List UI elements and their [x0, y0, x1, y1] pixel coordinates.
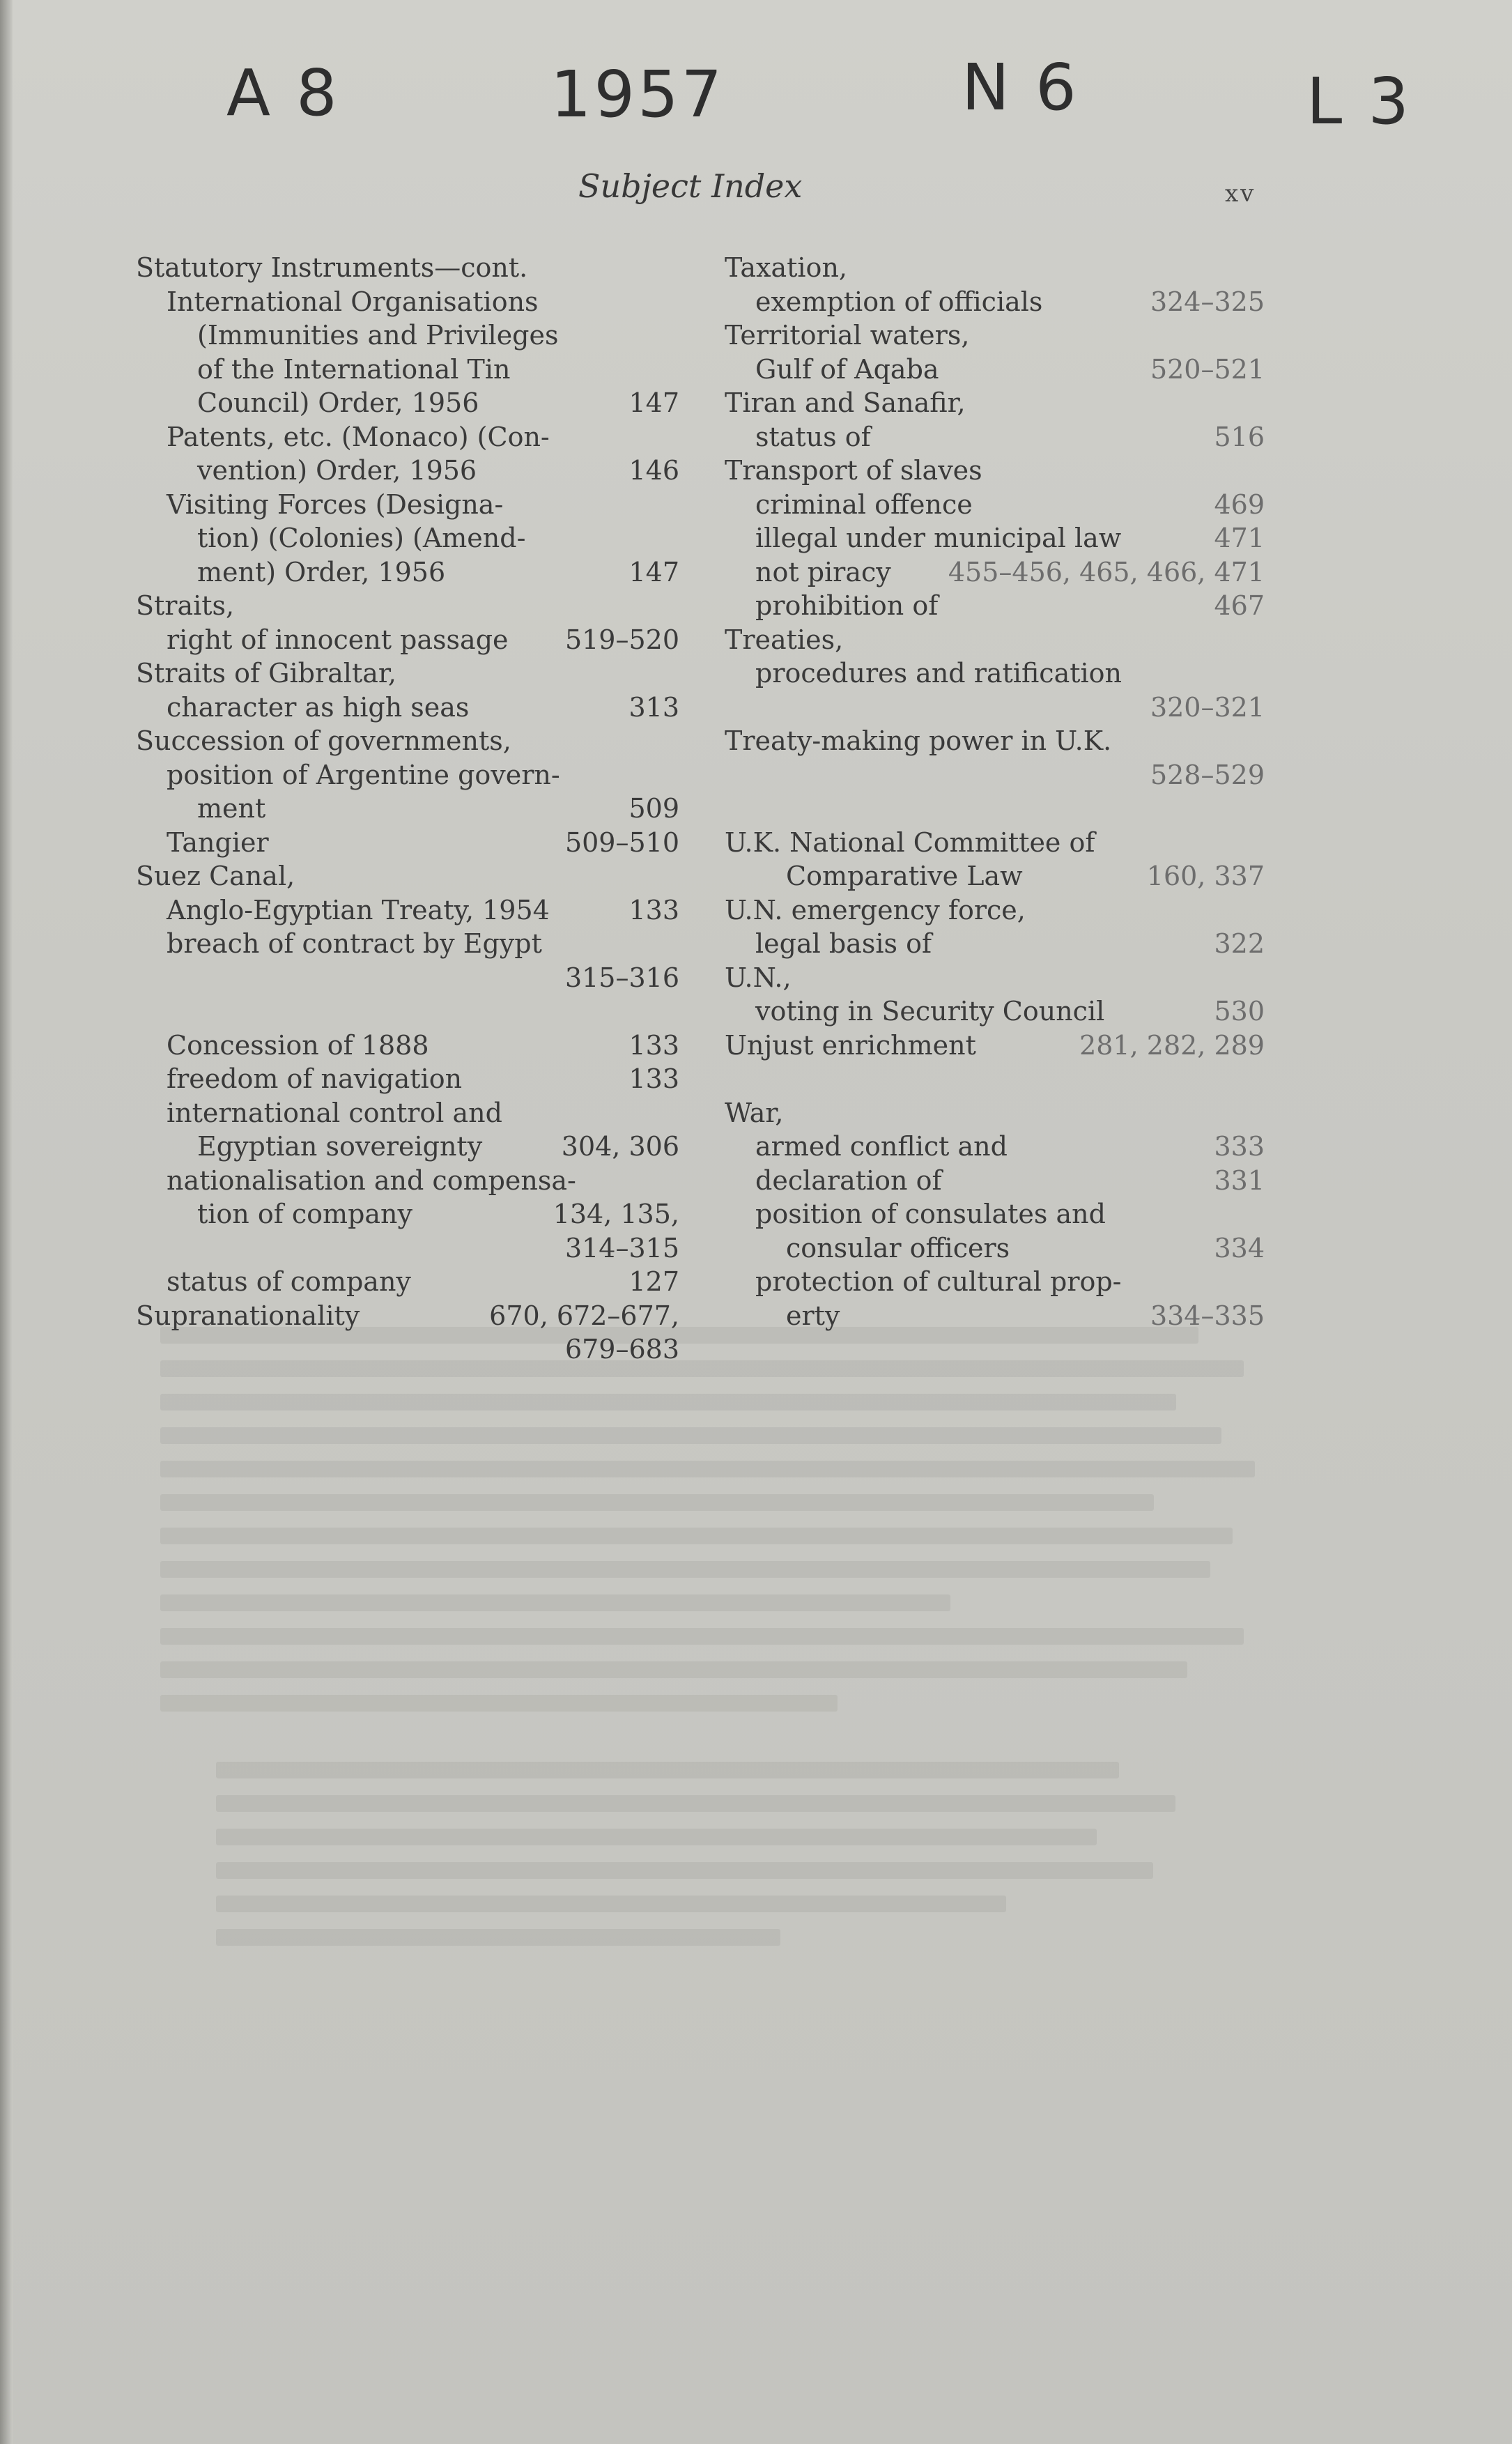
- index-entry: [725, 1265, 1265, 1299]
- index-entry: [136, 285, 679, 319]
- entry-text: Territorial waters,: [725, 320, 970, 351]
- page-ref: 528–529: [1150, 759, 1265, 790]
- index-entry: [725, 758, 1265, 792]
- entry-text: tion) (Colonies) (Amend-: [197, 523, 526, 553]
- index-entry: [725, 318, 1265, 353]
- entry-text: U.N. emergency force,: [725, 894, 1026, 925]
- entry-text: Transport of slaves: [725, 455, 982, 486]
- page-ref: 133: [628, 1063, 679, 1094]
- index-entry: [136, 1130, 679, 1164]
- entry-text: Straits of Gibraltar,: [136, 658, 396, 689]
- entry-text: legal basis of: [755, 928, 932, 959]
- index-entry: [725, 1029, 1265, 1063]
- page-ref: 455–456, 465, 466, 471: [948, 556, 1265, 587]
- page-ref: 331: [1214, 1165, 1265, 1196]
- entry-text: of the International Tin: [197, 353, 511, 385]
- entry-text: tion of company: [197, 1199, 412, 1229]
- page-ref: 324–325: [1150, 286, 1265, 317]
- page-ref: 519–520: [564, 624, 679, 655]
- index-entry: [725, 1197, 1265, 1231]
- page-number: xv: [1225, 180, 1256, 208]
- entry-text: procedures and ratification: [755, 658, 1123, 689]
- entry-text: Taxation,: [725, 252, 847, 283]
- page-ref: 146: [628, 455, 679, 486]
- entry-text: Anglo-Egyptian Treaty, 1954: [167, 894, 550, 925]
- index-entry: [725, 961, 1265, 995]
- index-entry: [136, 589, 679, 623]
- index-entry: [136, 1265, 679, 1299]
- index-entry: [136, 656, 679, 691]
- entry-text: armed conflict and: [755, 1131, 1008, 1162]
- index-entry: [136, 1062, 679, 1096]
- entry-text: status of company: [167, 1266, 411, 1297]
- entry-text: Suez Canal,: [136, 861, 295, 891]
- entry-text: War,: [725, 1097, 784, 1128]
- index-entry: [725, 521, 1265, 555]
- index-entry: [136, 251, 679, 285]
- index-entry: [136, 1096, 679, 1130]
- entry-text: consular officers: [786, 1232, 1010, 1263]
- page-ref: 509: [628, 793, 679, 824]
- index-entry: [136, 488, 679, 522]
- page-ref: 315–316: [564, 962, 679, 993]
- spacer: [725, 1062, 1265, 1096]
- entry-text: freedom of navigation: [167, 1063, 463, 1094]
- entry-text: International Organisations: [167, 286, 539, 317]
- page-ref: 313: [628, 691, 679, 723]
- handwritten-note-4: L 3: [1306, 64, 1412, 139]
- entry-text: not piracy: [755, 556, 891, 587]
- entry-text: erty: [786, 1300, 840, 1331]
- entry-text: ment) Order, 1956: [197, 556, 446, 587]
- page-ref: 469: [1214, 489, 1265, 520]
- page-ref: 147: [628, 387, 679, 418]
- index-entry: [725, 386, 1265, 420]
- index-entry: [725, 353, 1265, 387]
- page-ref: 304, 306: [561, 1131, 679, 1162]
- index-entry: [136, 353, 679, 387]
- index-entry: [725, 859, 1265, 893]
- page-ref: 133: [628, 894, 679, 925]
- page-ref: 127: [628, 1266, 679, 1297]
- entry-text: Unjust enrichment: [725, 1029, 976, 1061]
- page-ref: 314–315: [564, 1232, 679, 1263]
- entry-text: vention) Order, 1956: [197, 455, 477, 486]
- page-ref: 679–683: [564, 1334, 679, 1365]
- index-entry: [725, 826, 1265, 860]
- page-ref: 516: [1214, 421, 1265, 452]
- entry-text: Egyptian sovereignty: [197, 1131, 483, 1162]
- entry-text: right of innocent passage: [167, 624, 509, 655]
- page-ref: 147: [628, 556, 679, 587]
- entry-text: declaration of: [755, 1165, 942, 1196]
- handwritten-note-2: 1957: [550, 57, 725, 132]
- index-entry: [725, 691, 1265, 725]
- index-entry: [136, 893, 679, 928]
- entry-text: Tiran and Sanafir,: [725, 387, 966, 418]
- entry-text: illegal under municipal law: [755, 523, 1122, 553]
- entry-text: Supranationality: [136, 1300, 360, 1331]
- index-entry: [725, 1231, 1265, 1266]
- entry-text: Straits,: [136, 590, 235, 621]
- index-entry: [136, 792, 679, 826]
- page-ref: 509–510: [564, 827, 679, 858]
- entry-text: position of consulates and: [755, 1199, 1106, 1229]
- spacer: [725, 792, 1265, 826]
- index-entry: [725, 994, 1265, 1029]
- index-entry: [725, 724, 1265, 758]
- index-entry: [136, 927, 679, 961]
- entry-text: Gulf of Aqaba: [755, 353, 939, 385]
- page-ref: 320–321: [1150, 691, 1265, 723]
- entry-text: prohibition of: [755, 590, 939, 621]
- index-entry: [136, 961, 679, 995]
- index-column-left: [136, 251, 679, 1367]
- entry-text: character as high seas: [167, 691, 470, 723]
- index-entry: [136, 555, 679, 590]
- entry-text: status of: [755, 421, 871, 452]
- index-entry: [725, 488, 1265, 522]
- entry-text: Comparative Law: [786, 861, 1023, 891]
- entry-text: Succession of governments,: [136, 725, 511, 756]
- index-entry: [725, 251, 1265, 285]
- page-ref: 520–521: [1150, 353, 1265, 385]
- page-edge-shadow: [0, 0, 13, 2444]
- index-entry: [136, 420, 679, 454]
- entry-text: nationalisation and compensa-: [167, 1165, 576, 1196]
- index-entry: [136, 1231, 679, 1266]
- entry-text: U.N.,: [725, 962, 792, 993]
- entry-text: breach of contract by Egypt: [167, 928, 542, 959]
- page-ref: 333: [1214, 1131, 1265, 1162]
- index-entry: [725, 555, 1265, 590]
- page-ref: 322: [1214, 928, 1265, 959]
- entry-text: U.K. National Committee of: [725, 827, 1095, 858]
- page-ref: 160, 337: [1146, 861, 1265, 891]
- entry-text: Visiting Forces (Designa-: [167, 489, 504, 520]
- page-ref: 133: [628, 1029, 679, 1061]
- entry-text: protection of cultural prop-: [755, 1266, 1122, 1297]
- entry-text: ment: [197, 793, 266, 824]
- index-entry: [136, 691, 679, 725]
- entry-text: voting in Security Council: [755, 996, 1105, 1027]
- index-entry: [725, 893, 1265, 928]
- page-ref: 467: [1214, 590, 1265, 621]
- show-through-texture: [160, 1310, 1289, 2216]
- spacer: [136, 994, 679, 1029]
- index-entry: [725, 454, 1265, 488]
- index-entry: [136, 318, 679, 353]
- index-entry: [725, 1130, 1265, 1164]
- index-entry: [136, 859, 679, 893]
- entry-text: position of Argentine govern-: [167, 759, 560, 790]
- entry-text: criminal offence: [755, 489, 973, 520]
- index-entry: [136, 724, 679, 758]
- index-column-right: [725, 251, 1265, 1332]
- page-ref: 334: [1214, 1232, 1265, 1263]
- entry-text: Concession of 1888: [167, 1029, 429, 1061]
- index-entry: [136, 521, 679, 555]
- index-entry: [136, 1029, 679, 1063]
- index-entry: [725, 1164, 1265, 1198]
- index-entry: [725, 589, 1265, 623]
- index-entry: [136, 1164, 679, 1198]
- index-entry: [725, 927, 1265, 961]
- index-entry: [725, 420, 1265, 454]
- entry-text: Statutory Instruments—cont.: [136, 252, 528, 283]
- entry-text: (Immunities and Privileges: [197, 320, 559, 351]
- page-ref: 334–335: [1150, 1300, 1265, 1331]
- entry-text: exemption of officials: [755, 286, 1043, 317]
- index-entry: [725, 285, 1265, 319]
- index-entry: [136, 623, 679, 657]
- entry-text: Patents, etc. (Monaco) (Con-: [167, 421, 550, 452]
- entry-text: Treaty-making power in U.K.: [725, 725, 1112, 756]
- page-ref: 281, 282, 289: [1079, 1029, 1265, 1061]
- page-ref: 471: [1214, 523, 1265, 553]
- page-ref: 134, 135,: [553, 1199, 679, 1229]
- entry-text: international control and: [167, 1097, 502, 1128]
- index-entry: [136, 1197, 679, 1231]
- page-ref: 670, 672–677,: [489, 1300, 679, 1331]
- entry-text: Tangier: [167, 827, 269, 858]
- index-entry: [725, 656, 1265, 691]
- running-header-title: Subject Index: [578, 167, 803, 205]
- index-entry: [136, 386, 679, 420]
- entry-text: Council) Order, 1956: [197, 387, 479, 418]
- entry-text: Treaties,: [725, 624, 844, 655]
- index-entry: [136, 758, 679, 792]
- index-entry: [136, 826, 679, 860]
- index-entry: [136, 454, 679, 488]
- index-entry: [725, 1096, 1265, 1130]
- handwritten-note-3: N 6: [962, 50, 1079, 125]
- index-entry: [725, 623, 1265, 657]
- page-ref: 530: [1214, 996, 1265, 1027]
- handwritten-note-1: A 8: [226, 56, 340, 130]
